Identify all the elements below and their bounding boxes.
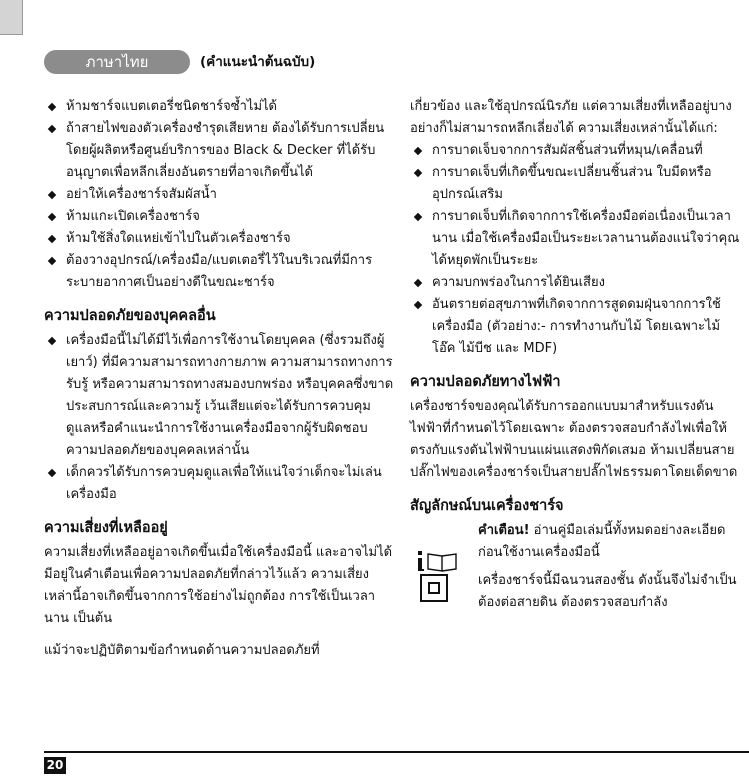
warning-text: อ่านคู่มือเล่มนี้ทั้งหมดอย่างละเอียดก่อนใช้งานเครื่องมือนี้: [478, 523, 726, 560]
list-item: ต้องวางอุปกรณ์/เครื่องมือ/แบตเตอรี่ไว้ในบริเวณที่มีการระบายอากาศเป็นอย่างดีในขณะชาร์จ: [44, 250, 394, 294]
bullet-diamond-icon: [414, 213, 422, 221]
list-item: อย่าให้เครื่องชาร์จสัมผัสน้ำ: [44, 184, 394, 206]
bullet-diamond-icon: [48, 125, 56, 133]
bullet-diamond-icon: [48, 235, 56, 243]
charging-safety-list: [44, 96, 394, 294]
others-safety-heading: ความปลอดภัยของบุคคลอื่น: [44, 308, 216, 324]
charger-symbols-heading: สัญลักษณ์บนเครื่องชาร์จ: [410, 498, 564, 514]
double-insulation-icon: [420, 574, 448, 602]
list-item: การบาดเจ็บที่เกิดขึ้นขณะเปลี่ยนชิ้นส่วน ใบมีดหรืออุปกรณ์เสริม: [410, 162, 740, 206]
list-item: ห้ามแกะเปิดเครื่องชาร์จ: [44, 206, 394, 228]
warning-symbol-row: [410, 520, 740, 564]
warning-label: คำเตือน!: [478, 523, 530, 538]
residual-risks-list: [410, 140, 740, 360]
list-item: ห้ามชาร์จแบตเตอรี่ชนิดชาร์จซ้ำไม่ได้: [44, 96, 394, 118]
bullet-diamond-icon: [414, 169, 422, 177]
list-item: ถ้าสายไฟของตัวเครื่องชำรุดเสียหาย ต้องได้รับการเปลี่ยนโดยผู้ผลิตหรือศูนย์บริการของ Black & Decker ที่ได้รับอนุญาตเพื่อหลีกเลี่ยงอันตรายที่อาจเกิดขึ้นได้: [44, 118, 394, 184]
right-column: [410, 96, 740, 614]
read-manual-icon: [418, 550, 462, 572]
double-insulation-symbol-row: [410, 570, 740, 614]
list-item: ความบกพร่องในการได้ยินเสียง: [410, 272, 740, 294]
bullet-diamond-icon: [48, 191, 56, 199]
bullet-diamond-icon: [414, 301, 422, 309]
bullet-diamond-icon: [48, 213, 56, 221]
bullet-diamond-icon: [414, 279, 422, 287]
bullet-diamond-icon: [48, 469, 56, 477]
residual-continued-paragraph: เกี่ยวข้อง และใช้อุปกรณ์นิรภัย แต่ความเสี่ยงที่เหลืออยู่บางอย่างก็ไม่สามารถหลีกเลี่ยงได้ ความเสี่ยงเหล่านั้นได้แก่:: [410, 99, 732, 136]
corner-tab: [0, 0, 23, 35]
list-item: ห้ามใช้สิ่งใดแหย่เข้าไปในตัวเครื่องชาร์จ: [44, 228, 394, 250]
list-item: การบาดเจ็บที่เกิดจากการใช้เครื่องมือต่อเนื่องเป็นเวลานาน เมื่อใช้เครื่องมือเป็นระยะเวลานานต้องแน่ใจว่าคุณได้หยุดพักเป็นระยะ: [410, 206, 740, 272]
list-item: เครื่องมือนี้ไม่ได้มีไว้เพื่อการใช้งานโดยบุคคล (ซึ่งรวมถึงผู้เยาว์) ที่มีความสามารถทางกายภาพ ความสามารถทางการรับรู้ หรือความสามารถทางสมองบกพร่อง หรือบุคคลซึ่งขาดประสบการณ์และความรู้ เว้นเสียแต่จะได้รับการควบคุมดูแลหรือคำแนะนำการใช้งานเครื่องมือจากผู้รับผิดชอบความปลอดภัยของบุคคลเหล่านั้น: [44, 330, 394, 462]
footer-rule: [44, 751, 749, 753]
left-column: [44, 96, 394, 662]
residual-risks-heading: ความเสี่ยงที่เหลืออยู่: [44, 520, 168, 536]
page-number: 20: [44, 757, 66, 774]
double-insulation-text: เครื่องชาร์จนี้มีฉนวนสองชั้น ดังนั้นจึงไม่จำเป็นต้องต่อสายดิน ต้องตรวจสอบกำลัง: [478, 573, 737, 610]
bullet-diamond-icon: [48, 337, 56, 345]
residual-risks-paragraph-2: แม้ว่าจะปฏิบัติตามข้อกำหนดด้านความปลอดภัยที่: [44, 643, 320, 658]
others-safety-list: [44, 330, 394, 506]
electrical-safety-paragraph: เครื่องชาร์จของคุณได้รับการออกแบบมาสำหรับแรงดันไฟฟ้าที่กำหนดไว้โดยเฉพาะ ต้องตรวจสอบกำลังไฟเพื่อให้ตรงกับแรงดันไฟฟ้าบนแผ่นแสดงพิกัดเสมอ ห้ามเปลี่ยนสายปลั๊กไฟของเครื่องชาร์จเป็นสายปลั๊กไฟธรรมดาโดยเด็ดขาด: [410, 399, 738, 480]
electrical-safety-heading: ความปลอดภัยทางไฟฟ้า: [410, 374, 561, 390]
header-note: (คำแนะนำต้นฉบับ): [200, 54, 316, 70]
bullet-diamond-icon: [48, 257, 56, 265]
list-item: อันตรายต่อสุขภาพที่เกิดจากการสูดดมฝุ่นจากการใช้เครื่องมือ (ตัวอย่าง:- การทำงานกับไม้ โดยเฉพาะไม้โอ๊ค ไม้บีช และ MDF): [410, 294, 740, 360]
list-item: เด็กควรได้รับการควบคุมดูแลเพื่อให้แน่ใจว่าเด็กจะไม่เล่นเครื่องมือ: [44, 462, 394, 506]
bullet-diamond-icon: [414, 147, 422, 155]
language-label: ภาษาไทย: [44, 50, 190, 74]
residual-risks-paragraph: ความเสี่ยงที่เหลืออยู่อาจเกิดขึ้นเมื่อใช้เครื่องมือนี้ และอาจไม่ได้มีอยู่ในคำเตือนเพื่อความปลอดภัยที่กล่าวไว้แล้ว ความเสี่ยงเหล่านี้อาจเกิดขึ้นจากการใช้อย่างไม่ถูกต้อง การใช้เป็นเวลานาน เป็นต้น: [44, 545, 393, 626]
bullet-diamond-icon: [48, 103, 56, 111]
list-item: การบาดเจ็บจากการสัมผัสชิ้นส่วนที่หมุน/เคลื่อนที่: [410, 140, 740, 162]
